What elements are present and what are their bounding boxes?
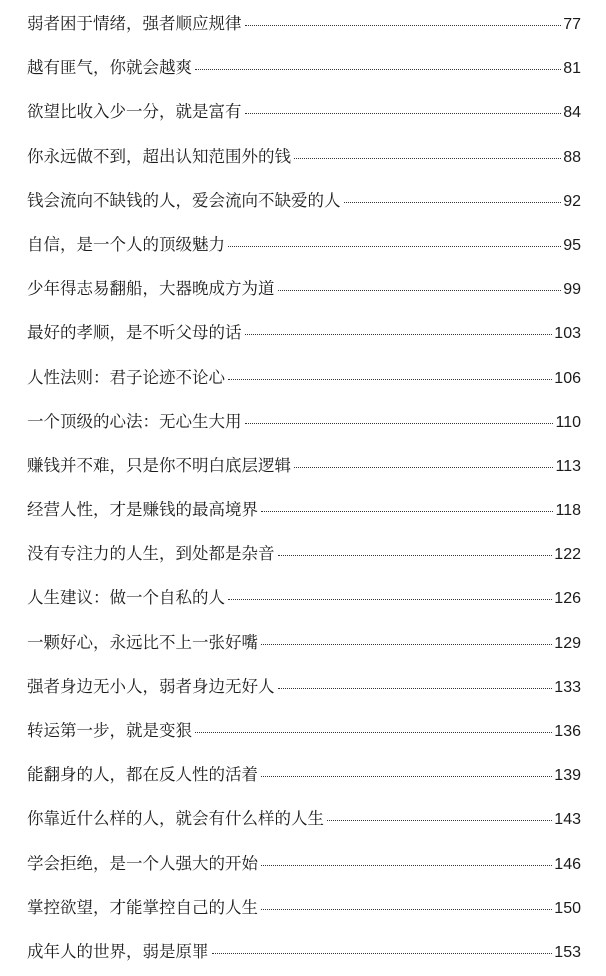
toc-entry-page: 84 xyxy=(563,104,581,122)
dot-leader xyxy=(327,820,552,821)
toc-entry-page: 146 xyxy=(554,855,581,873)
table-of-contents xyxy=(27,4,581,976)
toc-entry-page: 113 xyxy=(555,457,581,475)
dot-leader xyxy=(278,688,553,689)
toc-entry-page: 122 xyxy=(554,546,581,564)
dot-leader xyxy=(228,599,552,600)
toc-entry-page: 77 xyxy=(563,16,581,33)
dot-leader xyxy=(294,467,553,468)
toc-entry-title: 经营人性，才是赚钱的最高境界 xyxy=(27,500,258,520)
toc-entry-page: 136 xyxy=(554,723,581,740)
toc-entry-page: 153 xyxy=(554,943,581,961)
toc-entry-title: 人性法则：君子论迹不论心 xyxy=(27,367,225,387)
toc-entry-title: 强者身边无小人，弱者身边无好人 xyxy=(27,676,275,696)
toc-entry-title: 你靠近什么样的人，就会有什么样的人生 xyxy=(27,809,324,829)
toc-entry-title: 掌控欲望，才能掌控自己的人生 xyxy=(27,897,258,917)
toc-entry[interactable] xyxy=(27,48,581,92)
toc-entry-page: 103 xyxy=(554,325,581,343)
toc-entry[interactable] xyxy=(27,92,581,136)
toc-entry-title: 赚钱并不难，只是你不明白底层逻辑 xyxy=(27,455,291,475)
toc-entry[interactable] xyxy=(27,137,581,181)
dot-leader xyxy=(245,113,562,114)
toc-entry[interactable] xyxy=(27,799,581,843)
toc-entry[interactable] xyxy=(27,358,581,402)
toc-entry-title: 你永远做不到，超出认知范围外的钱 xyxy=(27,146,291,166)
dot-leader xyxy=(195,732,552,733)
toc-entry[interactable] xyxy=(27,578,581,622)
dot-leader xyxy=(261,511,553,512)
toc-entry-page: 110 xyxy=(555,413,581,431)
toc-entry[interactable] xyxy=(27,932,581,976)
toc-entry-page: 81 xyxy=(563,60,581,78)
toc-entry-page: 126 xyxy=(554,590,581,608)
toc-entry-title: 钱会流向不缺钱的人，爱会流向不缺爱的人 xyxy=(27,190,341,210)
dot-leader xyxy=(245,423,554,424)
dot-leader xyxy=(261,865,552,866)
toc-entry-title: 弱者困于情绪，强者顺应规律 xyxy=(27,14,242,33)
toc-entry-page: 88 xyxy=(563,148,581,166)
dot-leader xyxy=(278,555,553,556)
dot-leader xyxy=(245,334,553,335)
toc-entry-title: 转运第一步，就是变狠 xyxy=(27,721,192,740)
toc-entry-title: 没有专注力的人生，到处都是杂音 xyxy=(27,544,275,564)
dot-leader xyxy=(212,953,553,954)
toc-entry-page: 106 xyxy=(554,369,581,387)
toc-entry-title: 学会拒绝，是一个人强大的开始 xyxy=(27,853,258,873)
dot-leader xyxy=(261,644,552,645)
toc-entry-title: 最好的孝顺，是不听父母的话 xyxy=(27,323,242,343)
dot-leader xyxy=(261,909,552,910)
toc-entry-title: 成年人的世界，弱是原罪 xyxy=(27,941,209,961)
dot-leader xyxy=(278,290,562,291)
toc-entry-title: 一颗好心，永远比不上一张好嘴 xyxy=(27,632,258,652)
toc-entry[interactable] xyxy=(27,446,581,490)
toc-entry-title: 越有匪气，你就会越爽 xyxy=(27,58,192,78)
toc-entry-page: 92 xyxy=(563,192,581,210)
toc-entry-title: 少年得志易翻船，大器晚成方为道 xyxy=(27,279,275,299)
toc-entry-page: 95 xyxy=(563,236,581,254)
toc-entry-page: 133 xyxy=(554,678,581,696)
toc-entry-page: 118 xyxy=(555,502,581,520)
toc-entry[interactable] xyxy=(27,402,581,446)
toc-entry[interactable] xyxy=(27,711,581,755)
toc-entry[interactable] xyxy=(27,534,581,578)
dot-leader xyxy=(344,202,562,203)
toc-entry[interactable] xyxy=(27,623,581,667)
toc-entry[interactable] xyxy=(27,4,581,48)
toc-entry-page: 139 xyxy=(554,767,581,785)
toc-entry-page: 129 xyxy=(554,634,581,652)
toc-entry[interactable] xyxy=(27,844,581,888)
toc-entry[interactable] xyxy=(27,490,581,534)
dot-leader xyxy=(228,379,552,380)
toc-entry-page: 99 xyxy=(563,281,581,299)
toc-entry[interactable] xyxy=(27,225,581,269)
toc-entry[interactable] xyxy=(27,313,581,357)
toc-entry-page: 150 xyxy=(554,899,581,917)
dot-leader xyxy=(228,246,561,247)
dot-leader xyxy=(261,776,552,777)
toc-entry-title: 自信，是一个人的顶级魅力 xyxy=(27,234,225,254)
toc-entry[interactable] xyxy=(27,269,581,313)
toc-entry[interactable] xyxy=(27,888,581,932)
toc-entry[interactable] xyxy=(27,181,581,225)
toc-entry-title: 能翻身的人，都在反人性的活着 xyxy=(27,765,258,785)
toc-entry-title: 人生建议：做一个自私的人 xyxy=(27,588,225,608)
toc-entry[interactable] xyxy=(27,667,581,711)
dot-leader xyxy=(195,69,561,70)
dot-leader xyxy=(294,158,561,159)
toc-entry[interactable] xyxy=(27,755,581,799)
dot-leader xyxy=(245,25,562,26)
toc-entry-title: 欲望比收入少一分，就是富有 xyxy=(27,102,242,122)
toc-entry-page: 143 xyxy=(554,811,581,829)
toc-entry-title: 一个顶级的心法：无心生大用 xyxy=(27,411,242,431)
